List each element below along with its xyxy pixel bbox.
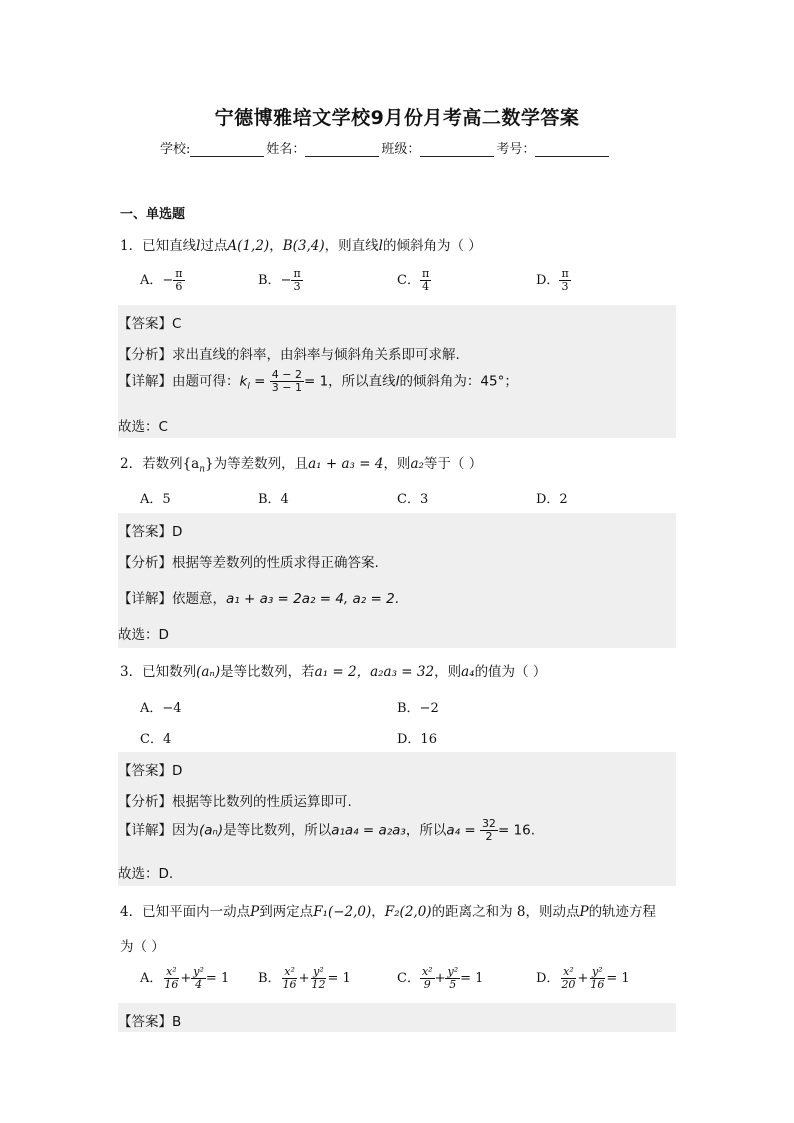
q1-option-b[interactable] <box>258 268 303 293</box>
q4-option-c[interactable] <box>397 966 483 991</box>
option-fraction <box>291 268 302 293</box>
detail-k: k <box>239 373 248 390</box>
option-label: A． <box>140 971 163 986</box>
q2-analysis: 【分析】根据等差数列的性质求得正确答案. <box>118 555 379 571</box>
q4-sep: ， <box>371 904 385 920</box>
question-2-stem <box>120 452 482 475</box>
q2-option-d[interactable]: D．2 <box>536 492 568 507</box>
class-blank[interactable] <box>420 142 494 157</box>
detail-expr: a₁a₄ = a₂a₃ <box>331 822 406 839</box>
q3-answer-block <box>118 752 676 886</box>
detail-text: . <box>394 591 399 607</box>
frac-num: π <box>175 267 183 280</box>
option-label: C． <box>397 273 420 288</box>
option-sign: − <box>162 273 174 288</box>
frac-den: 2 <box>485 830 493 843</box>
name-label: 姓名： <box>266 142 306 157</box>
q1-sep: ， <box>269 238 283 254</box>
option-fraction <box>162 966 180 991</box>
detail-text: ，所以 <box>405 822 447 839</box>
equals-one: = 1 <box>606 971 630 986</box>
q2-text: }为等差数列，且 <box>205 456 309 472</box>
option-fraction <box>420 268 431 293</box>
q1-detail <box>118 369 518 394</box>
frac-den: 20 <box>561 978 576 991</box>
q3-cond: a₁ = 2，a₂a₃ = 32 <box>314 664 435 680</box>
detail-text: 【详解】依题意， <box>118 591 226 607</box>
frac-num: x² <box>166 965 177 978</box>
frac-num: y² <box>592 965 603 978</box>
name-blank[interactable] <box>305 142 379 157</box>
detail-seq: (aₙ) <box>199 822 224 839</box>
question-1-stem <box>120 234 482 254</box>
q1-point-b: B(3,4) <box>282 238 325 254</box>
q1-var-l: l <box>196 238 201 254</box>
frac-num: 4 − 2 <box>271 368 302 381</box>
q2-option-a[interactable]: A．5 <box>140 492 171 507</box>
question-3-stem <box>120 660 546 680</box>
frac-den: 9 <box>423 978 431 991</box>
q4-text: 的轨迹方程 <box>588 904 657 920</box>
q3-choose: 故选：D. <box>118 866 174 882</box>
equals-one: = 1 <box>460 971 484 986</box>
frac-den: 6 <box>175 280 183 293</box>
option-fraction <box>559 966 577 991</box>
detail-expr: a₁ + a₃ = 2a₂ = 4, a₂ = 2 <box>226 591 395 607</box>
detail-text: = 1，所以直线 <box>303 373 396 390</box>
frac-den: 3 <box>293 280 301 293</box>
option-fraction <box>191 966 206 991</box>
option-fraction <box>445 966 460 991</box>
frac-num: x² <box>284 965 295 978</box>
q4-point-p: P <box>579 904 589 920</box>
option-fraction <box>173 268 184 293</box>
q4-option-a[interactable] <box>140 966 229 991</box>
frac-den: 16 <box>590 978 605 991</box>
q1-answer-block <box>118 305 676 438</box>
detail-a4: a₄ = <box>446 822 480 839</box>
option-fraction <box>588 966 606 991</box>
detail-var-l: l <box>395 373 400 390</box>
frac-num: y² <box>313 965 324 978</box>
frac-num: x² <box>563 965 574 978</box>
frac-den: 16 <box>282 978 297 991</box>
q2-option-c[interactable]: C．3 <box>397 492 429 507</box>
q3-seq: (aₙ) <box>196 664 221 680</box>
frac-num: y² <box>193 965 204 978</box>
frac-den: 12 <box>311 978 326 991</box>
q1-answer: 【答案】C <box>118 316 182 332</box>
q4-focus-1: F₁(−2,0) <box>313 904 372 920</box>
q2-choose: 故选：D <box>118 627 169 643</box>
q1-analysis: 【分析】求出直线的斜率，由斜率与倾斜角关系即可求解. <box>118 347 460 363</box>
option-fraction <box>281 966 299 991</box>
q3-detail <box>118 818 535 843</box>
section-heading: 一、单选题 <box>120 207 186 222</box>
option-label: B． <box>258 971 281 986</box>
q4-focus-2: F₂(2,0) <box>384 904 432 920</box>
q4-option-b[interactable] <box>258 966 351 991</box>
q2-answer-block <box>118 513 676 648</box>
q2-text: 等于（ ） <box>423 456 483 472</box>
option-label: C． <box>397 971 420 986</box>
option-sign: − <box>280 273 292 288</box>
option-fraction <box>420 966 435 991</box>
option-label: A． <box>140 273 163 288</box>
exam-number-blank[interactable] <box>535 142 609 157</box>
detail-text: 是等比数列，所以 <box>223 822 332 839</box>
q3-option-d[interactable]: D．16 <box>397 732 437 747</box>
q1-var-l: l <box>378 238 383 254</box>
q2-detail <box>118 587 399 607</box>
frac-num: 32 <box>481 817 496 830</box>
q3-option-a[interactable]: A．−4 <box>140 701 182 716</box>
detail-text: 【详解】因为 <box>118 822 199 839</box>
q2-expr: a₁ + a₃ = 4 <box>308 456 384 472</box>
detail-fraction <box>270 369 304 394</box>
q3-option-b[interactable]: B．−2 <box>397 701 439 716</box>
plus-sign: + <box>298 971 310 986</box>
equals-one: = 1 <box>205 971 230 986</box>
frac-num: π <box>421 267 430 280</box>
q1-text: 的倾斜角为（ ） <box>382 238 482 254</box>
q3-option-c[interactable]: C．4 <box>140 732 172 747</box>
q4-answer: 【答案】B <box>118 1014 182 1030</box>
frac-den: 3 − 1 <box>271 381 302 394</box>
frac-den: 16 <box>164 978 179 991</box>
detail-text: = 16. <box>497 822 536 839</box>
plus-sign: + <box>434 971 446 986</box>
q3-answer: 【答案】D <box>118 763 183 779</box>
q1-option-c[interactable] <box>397 268 431 293</box>
class-label: 班级： <box>381 142 421 157</box>
option-fraction <box>309 966 327 991</box>
q2-answer: 【答案】D <box>118 524 183 540</box>
detail-text: 【详解】由题可得： <box>118 373 240 390</box>
q3-text: 3．已知数列 <box>120 664 197 680</box>
frac-den: 3 <box>561 280 569 293</box>
q3-text: 的值为（ ） <box>474 664 547 680</box>
q3-text: ，则 <box>434 664 462 680</box>
q2-sub-n: n <box>199 464 206 475</box>
q4-text: 4．已知平面内一动点 <box>120 904 251 920</box>
detail-text: 的倾斜角为：45°； <box>399 373 518 390</box>
q4-answer-block <box>118 1003 676 1032</box>
q2-a2: a₂ <box>410 456 424 472</box>
option-label: B． <box>258 273 281 288</box>
frac-den: 4 <box>422 280 430 293</box>
equals-one: = 1 <box>327 971 351 986</box>
frac-num: x² <box>421 965 433 978</box>
q2-text: 2．若数列{a <box>120 456 200 472</box>
plus-sign: + <box>577 971 589 986</box>
student-info-line <box>160 138 611 157</box>
detail-sub: l <box>247 382 250 393</box>
q1-option-a[interactable] <box>140 268 185 293</box>
detail-fraction <box>480 818 498 843</box>
q1-text: ，则直线 <box>324 238 379 254</box>
option-fraction <box>559 268 570 293</box>
frac-den: 4 <box>195 978 203 991</box>
q1-point-a: A(1,2) <box>227 238 270 254</box>
detail-eq: = <box>249 373 270 390</box>
q2-option-b[interactable]: B．4 <box>258 492 289 507</box>
q2-text: ，则 <box>383 456 411 472</box>
q4-option-d[interactable] <box>536 966 630 991</box>
q1-choose: 故选：C <box>118 419 168 435</box>
option-label: D． <box>536 273 560 288</box>
q3-a4: a₄ <box>461 664 475 680</box>
q1-option-d[interactable] <box>536 268 571 293</box>
plus-sign: + <box>180 971 192 986</box>
exam-number-label: 考号： <box>496 142 536 157</box>
question-4-stem <box>120 900 656 920</box>
q1-text: 1．已知直线 <box>120 238 197 254</box>
question-4-stem-cont: 为（ ） <box>120 939 165 955</box>
q1-text: 过点 <box>200 238 228 254</box>
q4-text: 到两定点 <box>259 904 314 920</box>
frac-den: 5 <box>449 978 457 991</box>
school-label: 学校: <box>160 142 191 157</box>
page-title: 宁德博雅培文学校9月份月考高二数学答案 <box>214 107 580 129</box>
q4-text: 的距离之和为 8，则动点 <box>431 904 580 920</box>
frac-num: π <box>293 267 301 280</box>
q3-text: 是等比数列，若 <box>220 664 315 680</box>
frac-num: π <box>561 267 569 280</box>
frac-num: y² <box>447 965 459 978</box>
q3-analysis: 【分析】根据等比数列的性质运算即可. <box>118 794 352 810</box>
option-label: D． <box>536 971 560 986</box>
school-blank[interactable] <box>190 142 264 157</box>
q4-point-p: P <box>250 904 260 920</box>
